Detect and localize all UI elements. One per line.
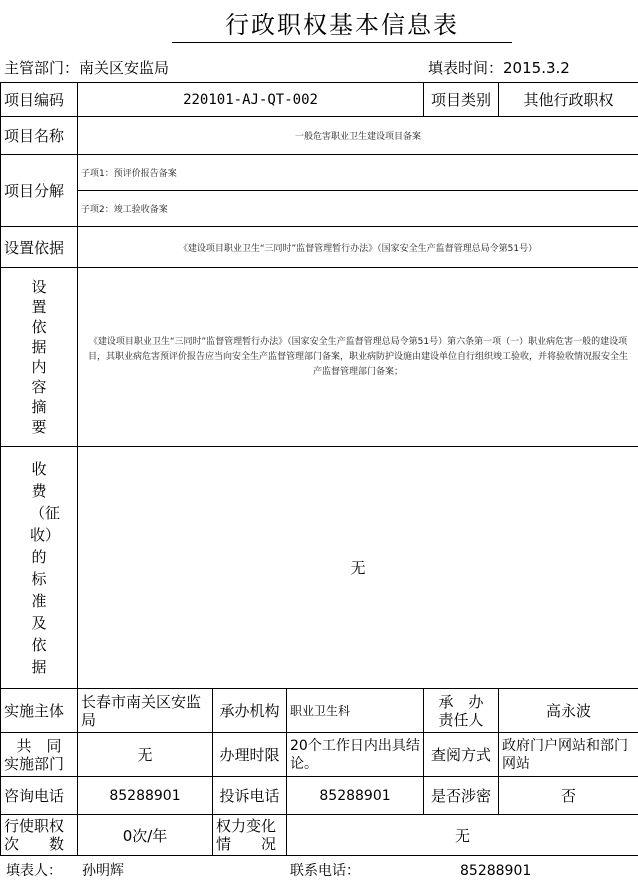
category-value: 其他行政职权 (499, 83, 638, 117)
joint-value: 无 (78, 733, 213, 777)
row-breakdown-2 (1, 191, 638, 227)
filler-value: 孙明辉 (82, 863, 124, 879)
row-breakdown-1 (1, 155, 638, 191)
org-label: 承办机构 (213, 689, 287, 733)
dept-line (4, 54, 169, 82)
summary-label (1, 268, 78, 447)
contact-value: 85288901 (460, 863, 532, 879)
filler-label: 填表人： (6, 863, 62, 879)
dept-label: 主管部门： (4, 59, 80, 77)
info-table (0, 82, 638, 856)
limit-value: 20个工作日内出具结论。 (287, 733, 424, 777)
phone-value: 85288901 (78, 777, 213, 815)
row-summary (1, 268, 638, 447)
name-value: 一般危害职业卫生建设项目备案 (78, 117, 638, 155)
row-basis (1, 227, 638, 268)
breakdown-sub1: 子项1：预评价报告备案 (78, 155, 638, 191)
code-label: 项目编码 (1, 83, 78, 117)
page-title: 行政职权基本信息表 (172, 8, 512, 43)
resp-value: 高永波 (499, 689, 638, 733)
fee-value: 无 (78, 447, 638, 689)
joint-label-line2: 实施部门 (4, 754, 65, 773)
contact-label: 联系电话： (290, 863, 360, 879)
summary-value: 《建设项目职业卫生“三同时”监督管理暂行办法》（国家安全生产监督管理总局令第51号）第六条第一项（一）职业病危害一般的建设项目，其职业病危害预评价报告应当向安全生产监督管理部门备案，职业病防护设施由建设单位自行组织竣工验收，并将验收情况报安全生产监督管理部门备案； (78, 268, 638, 447)
fee-label-text: 收费（征收）的标准及依据 (30, 459, 61, 676)
complaint-label: 投诉电话 (213, 777, 287, 815)
times-label-line2: 次 数 (4, 835, 65, 853)
row-impl (1, 689, 638, 733)
secret-value: 否 (499, 777, 638, 815)
lookup-label: 查阅方式 (424, 733, 499, 777)
lookup-value: 政府门户网站和部门网站 (499, 733, 638, 777)
row-times (1, 815, 638, 856)
limit-label: 办理时限 (213, 733, 287, 777)
basis-label: 设置依据 (1, 227, 78, 268)
change-value: 无 (287, 815, 638, 856)
breakdown-sub2: 子项2：竣工验收备案 (78, 191, 638, 227)
secret-label: 是否涉密 (424, 777, 499, 815)
joint-label (1, 733, 78, 777)
resp-label-line2: 责任人 (438, 710, 484, 729)
filled-time-value: 2015.3.2 (503, 59, 570, 77)
fee-label (1, 447, 78, 689)
phone-label: 咨询电话 (1, 777, 78, 815)
summary-label-text: 设置依据内容摘要 (31, 278, 47, 436)
code-value: 220101-AJ-QT-002 (78, 83, 424, 117)
row-code (1, 83, 638, 117)
resp-label (424, 689, 499, 733)
row-name (1, 117, 638, 155)
joint-label-line1: 共 同 (16, 736, 62, 755)
org-value: 职业卫生科 (287, 689, 424, 733)
times-value: 0次/年 (78, 815, 213, 856)
category-label: 项目类别 (424, 83, 499, 117)
basis-value: 《建设项目职业卫生“三同时”监督管理暂行办法》（国家安全生产监督管理总局令第51号） (78, 227, 638, 268)
row-fee (1, 447, 638, 689)
change-label-line1: 权力变化 (216, 817, 277, 835)
impl-label: 实施主体 (1, 689, 78, 733)
complaint-value: 85288901 (287, 777, 424, 815)
row-joint (1, 733, 638, 777)
times-label-line1: 行使职权 (4, 817, 65, 835)
name-label: 项目名称 (1, 117, 78, 155)
filled-time-label: 填表时间： (428, 59, 504, 77)
change-label (213, 815, 287, 856)
row-phone (1, 777, 638, 815)
change-label-line2: 情 况 (216, 835, 277, 853)
impl-value: 长春市南关区安监局 (78, 689, 213, 733)
dept-value: 南关区安监局 (79, 59, 170, 77)
breakdown-label: 项目分解 (1, 155, 78, 227)
filled-time-line (428, 54, 570, 82)
resp-label-line1: 承 办 (438, 692, 484, 711)
times-label (1, 815, 78, 856)
